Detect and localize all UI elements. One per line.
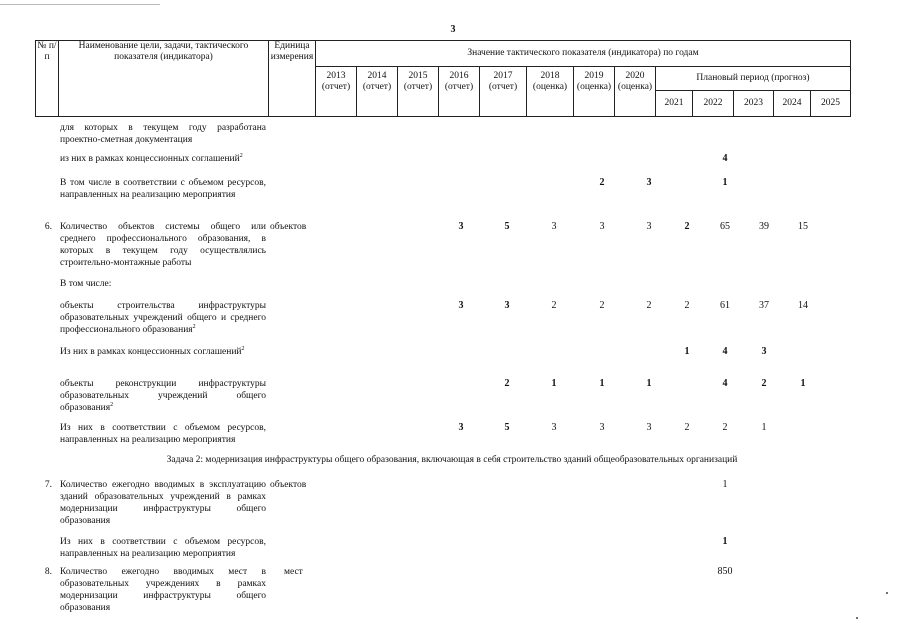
row-description <box>60 221 266 269</box>
row-description <box>60 122 266 146</box>
header-plan-period: Плановый период (прогноз) <box>656 67 851 91</box>
value-cell-2022: 65 <box>720 221 730 232</box>
header-plan-2023: 2023 <box>734 91 774 117</box>
value-cell-2023: 1 <box>761 422 767 433</box>
header-year-label: 2016 <box>449 71 469 81</box>
header-num: № п/п <box>36 41 59 117</box>
row-unit: объектов <box>270 480 307 490</box>
footnote-marker: 2 <box>239 152 243 159</box>
header-year-note: (отчет) <box>403 82 433 92</box>
header-plan-2025: 2025 <box>811 91 851 117</box>
value-cell-2023: 3 <box>761 346 767 357</box>
row-description-text: В том числе: <box>60 279 112 289</box>
header-year-note: (отчет) <box>362 82 392 92</box>
value-cell-2017: 3 <box>504 300 510 311</box>
footnote-marker: 2 <box>110 401 114 408</box>
header-year-label: 2017 <box>493 71 513 81</box>
value-cell-2024: 1 <box>800 378 806 389</box>
row-description <box>60 153 266 165</box>
value-cell-2016: 3 <box>458 221 464 232</box>
header-year-label: 2018 <box>540 71 560 81</box>
row-description <box>60 479 266 527</box>
header-year-note: (оценка) <box>576 82 612 92</box>
value-cell-2019: 2 <box>599 300 605 311</box>
table-header <box>35 40 851 117</box>
header-year-note: (оценка) <box>617 82 653 92</box>
row-unit: объектов <box>270 222 307 232</box>
scan-speck <box>856 617 858 619</box>
header-year-2015 <box>398 67 439 117</box>
header-year-2013 <box>316 67 357 117</box>
header-year-2018 <box>527 67 574 117</box>
value-cell-2022: 1 <box>722 536 728 547</box>
header-values: Значение тактического показателя (индикатора) по годам <box>316 41 851 67</box>
header-year-label: 2019 <box>584 71 604 81</box>
row-description-text: Из них в рамках концессионных соглашений <box>60 347 242 357</box>
header-year-2014 <box>357 67 398 117</box>
scan-edge <box>0 4 160 5</box>
row-description <box>60 300 266 336</box>
header-year-2019 <box>574 67 615 117</box>
value-cell-2021: 2 <box>684 300 690 311</box>
value-cell-2018: 1 <box>551 378 557 389</box>
row-description-text: В том числе в соответствии с объемом ресурсов, направленных на реализацию мероприятия <box>60 178 266 200</box>
header-year-label: 2020 <box>625 71 645 81</box>
value-cell-2024: 14 <box>798 300 808 311</box>
value-cell-2020: 1 <box>646 378 652 389</box>
row-description-text: для которых в текущем году разработана проектно-сметная документация <box>60 123 266 145</box>
header-name: Наименование цели, задачи, тактического показателя (индикатора) <box>59 41 269 117</box>
value-cell-2017: 2 <box>504 378 510 389</box>
value-cell-2020: 2 <box>646 300 652 311</box>
value-cell-2019: 1 <box>599 378 605 389</box>
value-cell-2018: 2 <box>551 300 557 311</box>
row-description-text: объекты реконструкции инфраструктуры образовательных учреждений общего образования <box>60 379 266 413</box>
value-cell-2019: 2 <box>599 177 605 188</box>
header-year-2020 <box>615 67 656 117</box>
value-cell-2020: 3 <box>646 422 652 433</box>
value-cell-2020: 3 <box>646 177 652 188</box>
value-cell-2022: 1 <box>722 479 728 490</box>
value-cell-2020: 3 <box>646 221 652 232</box>
value-cell-2016: 3 <box>458 422 464 433</box>
value-cell-2017: 5 <box>504 221 510 232</box>
value-cell-2018: 3 <box>551 221 557 232</box>
row-number: 8. <box>44 567 52 577</box>
header-year-note: (отчет) <box>444 82 474 92</box>
scan-speck <box>886 592 888 594</box>
value-cell-2023: 2 <box>761 378 767 389</box>
row-description <box>60 278 266 290</box>
row-description <box>60 346 266 358</box>
header-unit: Единица измерения <box>269 41 316 117</box>
value-cell-2022: 4 <box>722 378 728 389</box>
value-cell-2024: 15 <box>798 221 808 232</box>
footnote-marker: 2 <box>192 323 196 330</box>
row-description-text: Из них в соответствии с объемом ресурсов, направленных на реализацию мероприятия <box>60 537 266 559</box>
value-cell-2019: 3 <box>599 422 605 433</box>
header-year-2016 <box>439 67 480 117</box>
footnote-marker: 2 <box>241 345 245 352</box>
row-description-text: Количество ежегодно вводимых мест в образовательных учреждениях в рамках модернизации инфраструктуры общего образования <box>60 567 266 613</box>
value-cell-2022: 1 <box>722 177 728 188</box>
header-year-note: (оценка) <box>532 82 568 92</box>
header-plan-2024: 2024 <box>774 91 811 117</box>
row-description-text: Из них в соответствии с объемом ресурсов, направленных на реализацию мероприятия <box>60 423 266 445</box>
row-description <box>60 536 266 560</box>
value-cell-2018: 3 <box>551 422 557 433</box>
header-year-label: 2014 <box>367 71 387 81</box>
value-cell-2023: 39 <box>759 221 769 232</box>
value-cell-2017: 5 <box>504 422 510 433</box>
row-number: 7. <box>44 480 52 490</box>
value-cell-2021: 2 <box>684 422 690 433</box>
value-cell-2022: 2 <box>722 422 728 433</box>
value-cell-2019: 3 <box>599 221 605 232</box>
row-number: 6. <box>44 222 52 232</box>
header-year-label: 2015 <box>408 71 428 81</box>
row-description-text: Количество ежегодно вводимых в эксплуатацию зданий образовательных учреждений в рамках модернизации инфраструктуры общего образования <box>60 480 266 526</box>
row-description <box>60 177 266 201</box>
task-2-heading: Задача 2: модернизация инфраструктуры общего образования, включающая в себя строительство зданий общеобразовательных организаций <box>166 455 738 465</box>
row-description <box>60 422 266 446</box>
header-year-note: (отчет) <box>488 82 518 92</box>
row-description-text: Количество объектов системы общего или среднего профессионального образования, в которых в текущем году осуществлялись строительно-монтажные работы <box>60 222 266 268</box>
value-cell-2023: 37 <box>759 300 769 311</box>
row-description <box>60 566 266 614</box>
value-cell-2022: 850 <box>717 566 733 577</box>
header-year-label: 2013 <box>326 71 346 81</box>
value-cell-2021: 2 <box>684 221 690 232</box>
value-cell-2022: 4 <box>722 153 728 164</box>
row-description-text: из них в рамках концессионных соглашений <box>60 154 240 164</box>
header-plan-2021: 2021 <box>656 91 693 117</box>
header-year-note: (отчет) <box>321 82 351 92</box>
row-unit: мест <box>284 567 303 577</box>
value-cell-2022: 61 <box>720 300 730 311</box>
row-description-text: объекты строительства инфраструктуры образовательных учреждений общего и среднего профессионального образования <box>60 301 266 335</box>
row-description <box>60 378 266 414</box>
value-cell-2021: 1 <box>684 346 690 357</box>
value-cell-2016: 3 <box>458 300 464 311</box>
value-cell-2022: 4 <box>722 346 728 357</box>
header-year-2017 <box>480 67 527 117</box>
header-plan-2022: 2022 <box>693 91 734 117</box>
page-number: 3 <box>450 24 456 35</box>
